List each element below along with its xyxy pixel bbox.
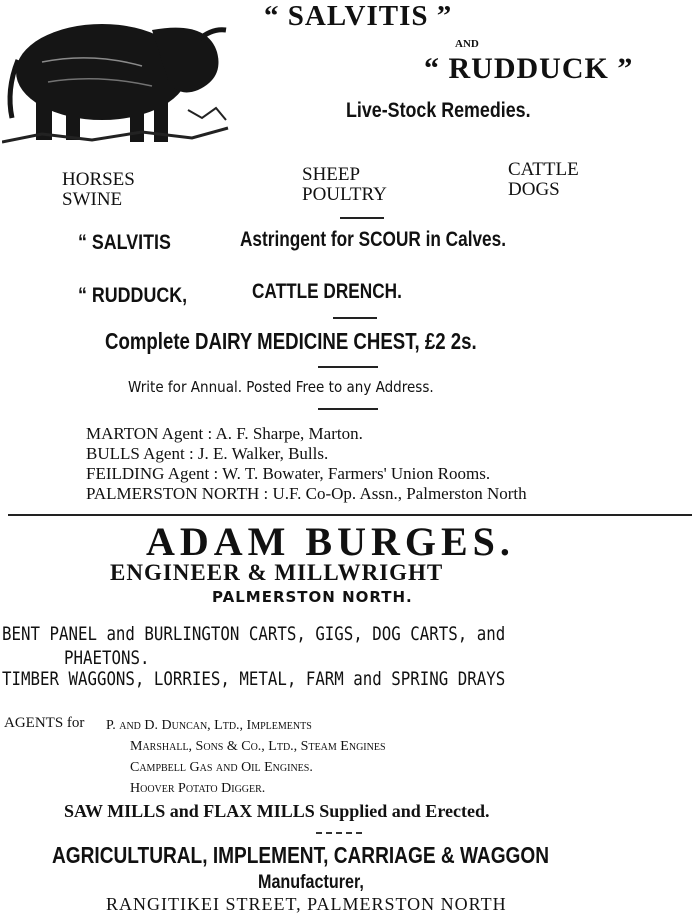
- products-line-2: TIMBER WAGGONS, LORRIES, METAL, FARM and SPRING DRAYS: [2, 668, 506, 690]
- agent-row: [86, 444, 527, 464]
- animal-col-2: [302, 165, 387, 205]
- brand-salvitis: “ SALVITIS ”: [264, 0, 453, 32]
- bull-illustration: [2, 0, 230, 150]
- product-rudduck-desc: CATTLE DRENCH.: [252, 280, 402, 303]
- divider: [333, 317, 377, 319]
- dairy-chest-line: Complete DAIRY MEDICINE CHEST, £2 2s.: [105, 328, 477, 354]
- and-label: AND: [455, 38, 479, 50]
- agency-item: P. and D. Duncan, Ltd., Implements: [106, 718, 312, 733]
- agents-list: [86, 424, 527, 504]
- animal-horses: HORSES: [62, 169, 135, 190]
- company-location: PALMERSTON NORTH.: [212, 588, 413, 606]
- animal-poultry: POULTRY: [302, 184, 387, 205]
- manufacturer-line: AGRICULTURAL, IMPLEMENT, CARRIAGE & WAGGON: [52, 842, 550, 868]
- divider: [318, 366, 378, 368]
- animal-dogs: DOGS: [508, 179, 560, 200]
- agent-name: J. E. Walker, Bulls.: [197, 444, 329, 463]
- agent-name: U.F. Co-Op. Assn., Palmerston North: [272, 484, 527, 503]
- company-trade: ENGINEER & MILLWRIGHT: [110, 560, 444, 585]
- agents-for-label: AGENTS for: [4, 715, 85, 731]
- product-salvitis-desc: Astringent for SCOUR in Calves.: [240, 228, 507, 251]
- sawmills-line: SAW MILLS and FLAX MILLS Supplied and Erected.: [64, 801, 490, 821]
- agent-row: [86, 464, 527, 484]
- manufacturer-label: Manufacturer,: [258, 872, 364, 893]
- livestock-subtitle: Live-Stock Remedies.: [346, 99, 531, 122]
- agent-row: [86, 484, 527, 504]
- agency-item: Hoover Potato Digger.: [130, 781, 266, 796]
- product-salvitis-name: “ SALVITIS: [78, 231, 171, 254]
- animal-cattle: CATTLE: [508, 159, 579, 180]
- animal-col-3: [508, 160, 579, 200]
- divider: [316, 832, 362, 834]
- agent-label: BULLS Agent :: [86, 444, 194, 463]
- agent-label: FEILDING Agent :: [86, 464, 219, 483]
- agency-item: Campbell Gas and Oil Engines.: [130, 760, 313, 775]
- section-divider: [8, 514, 692, 516]
- brand-rudduck: “ RUDDUCK ”: [424, 52, 634, 85]
- agent-row: [86, 424, 527, 444]
- products-line-1: BENT PANEL and BURLINGTON CARTS, GIGS, DOG CARTS, and: [2, 623, 506, 645]
- agencies-list: [106, 715, 386, 799]
- divider: [340, 217, 384, 219]
- write-line: Write for Annual. Posted Free to any Address.: [128, 378, 434, 396]
- agent-name: A. F. Sharpe, Marton.: [215, 424, 363, 443]
- agent-label: PALMERSTON NORTH :: [86, 484, 269, 503]
- products-line-1b: PHAETONS.: [64, 647, 150, 669]
- divider: [318, 408, 378, 410]
- address-line: RANGITIKEI STREET, PALMERSTON NORTH: [106, 894, 507, 914]
- animal-swine: SWINE: [62, 189, 123, 210]
- animal-col-1: [62, 170, 135, 210]
- agent-name: W. T. Bowater, Farmers' Union Rooms.: [222, 464, 491, 483]
- company-name: ADAM BURGES.: [146, 519, 515, 564]
- agency-item: Marshall, Sons & Co., Ltd., Steam Engines: [130, 739, 386, 754]
- product-rudduck-name: “ RUDDUCK,: [78, 284, 188, 307]
- animal-sheep: SHEEP: [302, 164, 361, 185]
- agent-label: MARTON Agent :: [86, 424, 213, 443]
